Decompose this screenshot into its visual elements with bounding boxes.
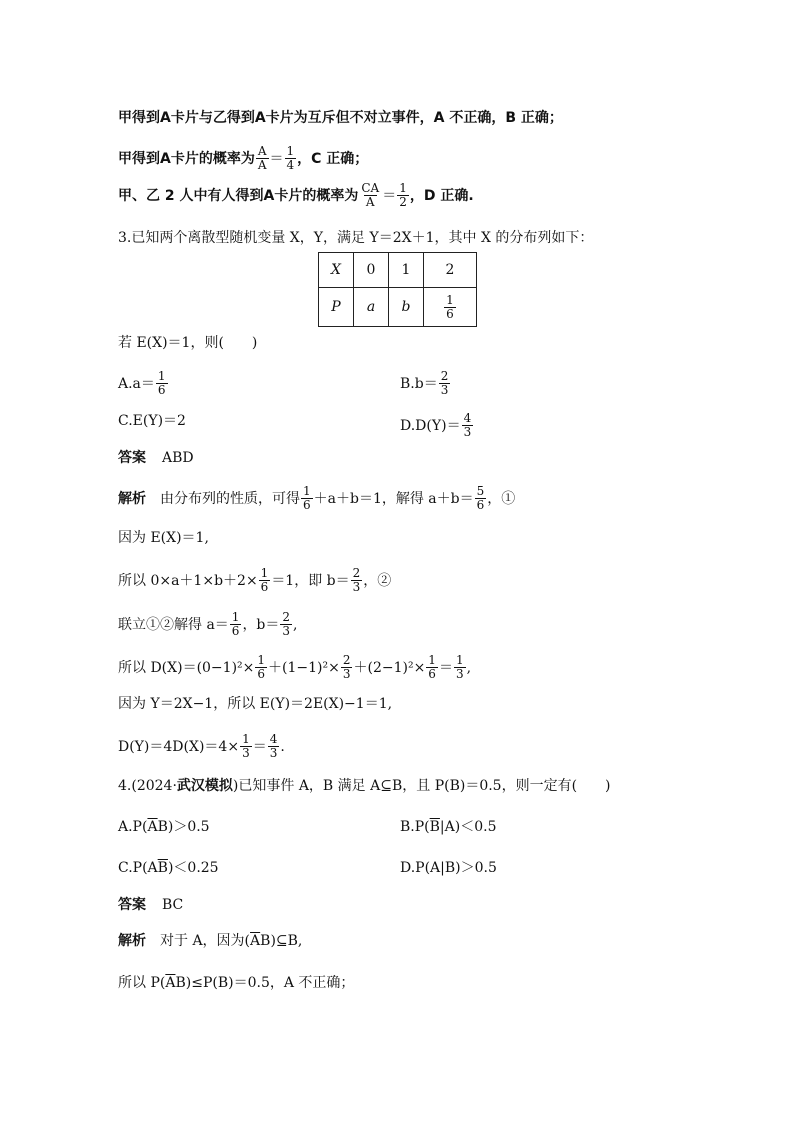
option-text: C.E(Y)＝2	[118, 413, 186, 429]
frac-num: 2	[282, 610, 291, 624]
q4-stem-text: )已知事件 A，B 满足 A⊆B，且 P(B)＝0.5，则一定有( )	[232, 778, 611, 794]
q4-stem	[118, 777, 611, 795]
frac-num: 1	[260, 566, 269, 580]
fraction	[475, 485, 487, 512]
answer-value: BC	[162, 897, 184, 913]
table-cell: 0	[354, 253, 389, 288]
frac-den: 6	[231, 624, 240, 638]
table-cell: P	[319, 288, 354, 327]
frac-den: 6	[446, 306, 454, 321]
table-cell: 2	[424, 253, 477, 288]
fraction	[426, 654, 438, 681]
solution-text: ，②	[363, 572, 392, 589]
frac-den: 3	[440, 383, 449, 397]
solution-text: ＋a＋b＝1，解得 a＋b＝	[313, 490, 474, 507]
fraction	[156, 370, 168, 397]
solution-text-overline: $\overline{A}$	[250, 933, 261, 949]
q3-solution-line-3	[118, 567, 391, 594]
solution-text: ＝	[252, 738, 267, 755]
frac-den: 6	[260, 580, 269, 594]
frac-num: 4	[269, 732, 278, 746]
q3-solution-line-2	[118, 529, 209, 547]
frac-den: 3	[352, 580, 361, 594]
q3-ask-text: 若 E(X)＝1，则( )	[118, 335, 258, 351]
q4-solution-line-2	[118, 974, 354, 992]
line2-pre: 甲得到A卡片的概率为	[118, 150, 255, 167]
option-text: D.P(A|B)＞0.5	[400, 860, 497, 876]
frac-den: 4	[286, 158, 295, 172]
q4-option-b	[400, 818, 496, 836]
table-row	[319, 288, 477, 327]
solution-text: 由分布列的性质，可得	[160, 490, 300, 507]
solution-text: 所以 0×a＋1×b＋2×	[118, 572, 258, 589]
fraction	[255, 654, 267, 681]
frac-num: A	[257, 144, 267, 158]
frac-num: 1	[399, 181, 407, 195]
line1-text: 甲得到A卡片与乙得到A卡片为互斥但不对立事件，A 不正确，B 正确；	[118, 110, 563, 126]
option-text-overline: $\overline{A}$	[147, 819, 158, 835]
table-row	[319, 253, 477, 288]
solution-text: ＋(1−1)²×	[268, 659, 340, 676]
fraction	[341, 654, 353, 681]
table-cell: 1	[389, 253, 424, 288]
q4-solution-line-1	[118, 932, 302, 950]
option-text: B.b＝	[400, 375, 438, 392]
fraction	[256, 145, 269, 172]
option-text: B)＞0.5	[157, 819, 210, 835]
frac-num: 1	[157, 369, 166, 383]
q3-solution-line-1	[118, 485, 515, 512]
frac-num: 1	[257, 653, 266, 667]
frac-den: A	[257, 158, 267, 172]
frac-den: 6	[303, 498, 311, 512]
answer-label: 答案	[118, 450, 146, 466]
fraction	[259, 567, 271, 594]
solution-text: B)⊆B,	[260, 933, 303, 949]
solution-text: ,	[466, 659, 472, 676]
frac-num: 5	[476, 484, 485, 498]
equals: ＝	[382, 187, 397, 204]
solution-text: 所以 P(	[118, 975, 166, 991]
fraction	[301, 485, 313, 512]
solution-text: 所以 D(X)＝(0−1)²×	[118, 659, 255, 676]
q3-ask	[118, 334, 257, 352]
frac-num: 1	[231, 610, 240, 624]
text-line-1	[118, 109, 563, 127]
solution-text: .	[280, 738, 285, 755]
solution-text-overline: $\overline{A}$	[165, 975, 176, 991]
line3-post: ，D 正确.	[409, 187, 474, 204]
frac-den: 6	[157, 383, 166, 397]
solution-text: 因为 Y＝2X−1，所以 E(Y)＝2E(X)−1＝1,	[118, 696, 393, 712]
q4-option-a	[118, 818, 210, 836]
q4-stem-text: 4.(2024·	[118, 778, 177, 794]
option-text: |A)＜0.5	[439, 819, 497, 835]
q3-option-b	[400, 370, 451, 397]
fraction	[444, 294, 456, 321]
option-text-overline: $\overline{B}$	[429, 819, 440, 835]
frac-den: 3	[342, 667, 351, 681]
table-cell: b	[389, 288, 424, 327]
line3-pre: 甲、乙 2 人中有人得到A卡片的概率为	[118, 187, 359, 204]
q3-stem	[118, 229, 593, 247]
frac-den: 6	[257, 667, 266, 681]
equals: ＝	[269, 150, 284, 167]
solution-text: ，b＝	[242, 616, 280, 633]
fraction	[280, 611, 292, 638]
solution-text: ＝1，即 b＝	[271, 572, 350, 589]
frac-num: 1	[286, 144, 295, 158]
frac-num: CA	[361, 181, 380, 195]
distribution-table	[318, 252, 477, 327]
frac-den: A	[365, 195, 375, 209]
option-text: B.P(	[400, 819, 430, 835]
frac-den: 6	[476, 498, 485, 512]
q3-solution-line-6	[118, 695, 392, 713]
frac-den: 3	[282, 624, 291, 638]
q4-source: 武汉模拟	[176, 778, 233, 794]
fraction	[230, 611, 242, 638]
q3-option-c	[118, 412, 186, 430]
fraction	[285, 145, 297, 172]
solution-text: ＝	[438, 659, 453, 676]
option-text: )＜0.25	[167, 860, 219, 876]
q3-option-d	[400, 412, 474, 439]
fraction	[268, 733, 280, 760]
q3-solution-line-5	[118, 654, 471, 681]
q3-solution-line-7	[118, 733, 285, 760]
fraction	[439, 370, 451, 397]
option-text: A.P(	[118, 819, 148, 835]
table-cell: X	[319, 253, 354, 288]
option-text: D.D(Y)＝	[400, 417, 461, 434]
option-text: A.a＝	[118, 375, 155, 392]
frac-num: 1	[455, 653, 464, 667]
solution-text: 联立①②解得 a＝	[118, 616, 229, 633]
table-cell: a	[354, 288, 389, 327]
option-text: C.P(A	[118, 860, 158, 876]
solution-text: 因为 E(X)＝1,	[118, 530, 209, 546]
frac-num: 2	[352, 566, 361, 580]
answer-label: 答案	[118, 897, 146, 913]
frac-num: 1	[242, 732, 250, 746]
frac-den: 3	[463, 425, 472, 439]
frac-num: 2	[342, 653, 351, 667]
line2-post: ，C 正确；	[297, 150, 369, 167]
frac-den: 3	[242, 746, 250, 760]
fraction	[240, 733, 252, 760]
text-line-2	[118, 145, 368, 172]
frac-num: 1	[446, 292, 454, 307]
frac-den: 6	[428, 667, 436, 681]
q3-answer	[118, 449, 194, 467]
solution-label: 解析	[118, 490, 146, 507]
q4-option-d	[400, 859, 497, 877]
frac-den: 3	[269, 746, 278, 760]
solution-text: 对于 A，因为(	[160, 933, 251, 949]
solution-text: B)≤P(B)＝0.5，A 不正确；	[175, 975, 355, 991]
frac-num: 1	[428, 653, 436, 667]
fraction	[462, 412, 474, 439]
solution-label: 解析	[118, 933, 146, 949]
q3-solution-line-4	[118, 611, 298, 638]
frac-den: 2	[399, 195, 407, 209]
frac-num: 1	[303, 484, 311, 498]
frac-den: 3	[455, 667, 464, 681]
solution-text: ＋(2−1)²×	[353, 659, 426, 676]
frac-num: 2	[440, 369, 449, 383]
table-cell	[424, 288, 477, 327]
fraction	[397, 182, 409, 209]
frac-num: 4	[463, 411, 472, 425]
q4-option-c	[118, 859, 219, 877]
fraction	[351, 567, 363, 594]
text-line-3	[118, 182, 474, 209]
fraction	[454, 654, 466, 681]
q3-stem-text: 3.已知两个离散型随机变量 X，Y，满足 Y＝2X＋1，其中 X 的分布列如下：	[118, 230, 594, 246]
option-text-overline: $\overline{B}$	[157, 860, 168, 876]
solution-text: ，①	[487, 490, 516, 507]
solution-text: ,	[293, 616, 298, 633]
answer-value: ABD	[162, 450, 194, 466]
q3-option-a	[118, 370, 169, 397]
fraction	[359, 182, 381, 209]
q4-answer	[118, 896, 183, 914]
solution-text: D(Y)＝4D(X)＝4×	[118, 738, 240, 755]
